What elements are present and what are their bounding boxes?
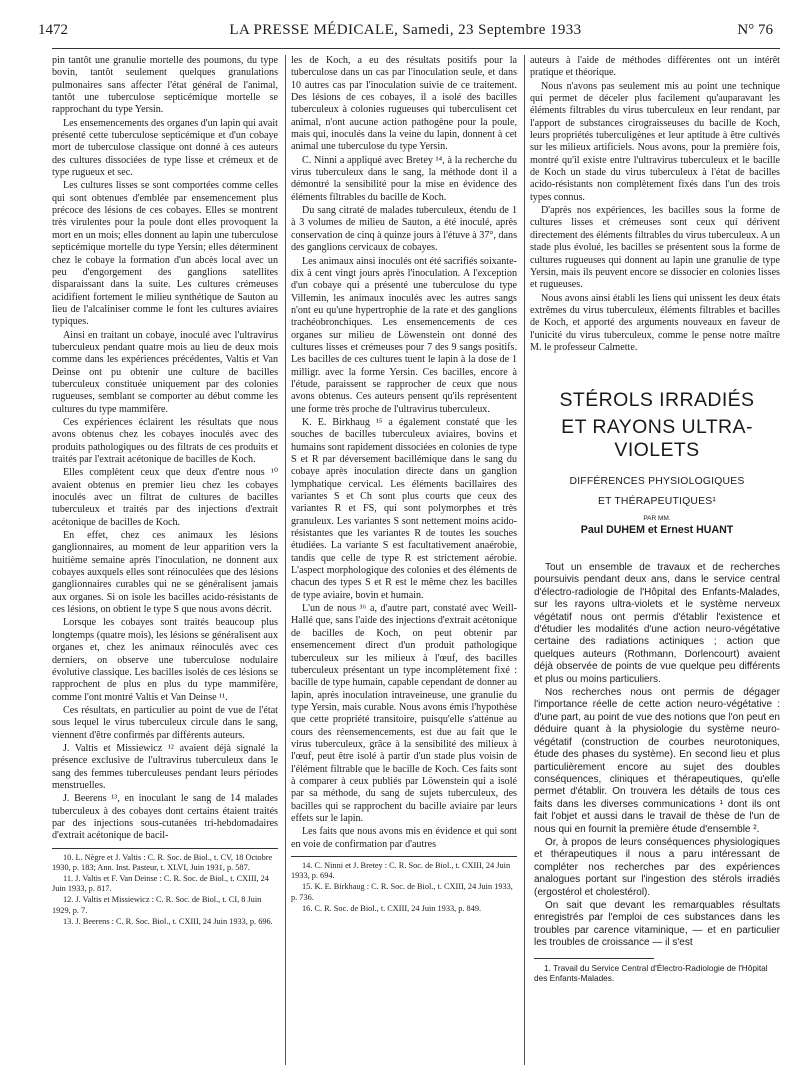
page-header [38, 22, 773, 44]
paragraph: Nous n'avons pas seulement mis au point une technique qui permet de déceler plus facilement qu'auparavant les éléments filtrables du virus tuberculeux en leur rendant, par l'apport de substances cirograisseuses du bacille de Koch, leurs propriétés tuberculigènes et leur aptitude à être cultivés sur les milieux artificiels. Nous avons, pour la première fois, montré qu'il existe entre l'ultravirus tuberculeux et le bacille de Koch un stade du virus tuberculeux à l'état de bacilles acido-résistants non complètement fixés dans l'un des trois types connus. [530, 80, 780, 203]
paragraph: Nous avons ainsi établi les liens qui unissent les deux états extrêmes du virus tuberculeux, éléments filtrables et bacilles de Koch, et apporté des arguments nouveaux en faveur de l'unicité du virus tuberculeux, comme le pense notre maître M. le professeur Calmette. [530, 292, 780, 353]
new-article [534, 385, 780, 983]
footnote: 1. Travail du Service Central d'Électro-Radiologie de l'Hôpital des Enfants-Malades. [534, 962, 768, 983]
issue-number: N° 76 [737, 22, 773, 38]
paragraph: On sait que devant les remarquables résultats enregistrés par l'emploi de ces substances dans les troubles par carence vitaminique, — et en particulier les troubles de croissance — il s'est [534, 899, 780, 949]
footnote: 13. J. Beerens : C. R. Soc. Biol., t. CXIII, 24 Juin 1933, p. 696. [63, 916, 273, 926]
article-authors: Paul DUHEM et Ernest HUANT [580, 524, 734, 536]
footnote-rule [534, 958, 654, 959]
footnote: 10. L. Nègre et J. Valtis : C. R. Soc. de Biol., t. CV, 18 Octobre 1930, p. 183; Ann. Inst. Pasteur, t. XLVI, Juin 1931, p. 587. [52, 852, 273, 872]
footnote-rule [52, 848, 278, 849]
paragraph: Or, à propos de leurs conséquences physiologiques et thérapeutiques il nous a paru intéressant de compléter nos recherches par des expériences analogues portant sur l'ingestion des stérols irradiés (ergostérol et cholestérol). [534, 836, 780, 898]
article-title: ET RAYONS ULTRA-VIOLETS [561, 416, 753, 461]
article-title: STÉROLS IRRADIÉS [559, 389, 755, 411]
paragraph: Les ensemencements des organes d'un lapin qui avait présenté cette tuberculose septicémique et d'un cobaye mort de tuberculose classique ont donné à ces auteurs des cultures dissociées de type lisse et crémeux et de type rugueux et sec. [52, 117, 278, 179]
column-divider [285, 55, 286, 1065]
paragraph: C. Ninni a appliqué avec Bretey ¹⁴, à la recherche du virus tuberculeux dans le sang, la méthode dont il a démontré la sensibilité pour la mise en évidence des éléments filtrables du bacille de Koch. [291, 154, 517, 203]
paragraph: Tout un ensemble de travaux et de recherches poursuivis pendant deux ans, dans le service central d'électro-radiologie de l'Hôpital des Enfants-Malades, sur les rayons ultra-violets et le système nerveux végétatif nous ont permis d'établir l'existence et d'étudier les modalités d'une action neuro-végétative certaine des radiations actiniques ; action que quelques auteurs (Rothmann, Dorlencourt) avaient déjà observée de points de vue quelque peu différents et plus ou moins particuliers. [534, 562, 780, 685]
article-subtitle [534, 472, 780, 512]
paragraph: les de Koch, a eu des résultats positifs pour la tuberculose dans un cas par l'inoculation seule, et dans 10 autres cas par l'inoculation suivie de ce traitement. Des lésions de ces cobayes, il a isolé des bacilles tuberculeux à colonies rugueuses qui tuberculisent cet animal, n'ont aucune action pathogène pour la poule, mais qui, inoculés dans la veine du lapin, donnent à cet animal une tuberculose du type Yersin. [291, 55, 517, 153]
paragraph: Nos recherches nous ont permis de dégager l'importance réelle de cette action neuro-végétative : d'une part, au point de vue des notions que l'on peut en déduire quant à la physiologie du système neuro-végétatif (construction de courbes neurotoniques, étude des phases du système). En second lieu et plus particulièrement encore au sujet des doubles conséquences, cliniques et thérapeutiques, qu'elle permet d'établir. On trouvera les détails de tous ces faits dans les diverses communications ¹ dont ils ont fait l'objet et aussi dans le travail de thèse de l'un de nous qui en fournit la première étude d'ensemble ². [534, 687, 780, 835]
paragraph: Les faits que nous avons mis en évidence et qui sont en voie de confirmation par d'autres [291, 826, 517, 850]
paragraph: auteurs à l'aide de méthodes différentes ont un intérêt pratique et théorique. [530, 55, 780, 79]
paragraph: pin tantôt une granulie mortelle des poumons, du type bovin, tantôt seulement quelques granulations pulmonaires sans affecter l'état général de l'animal, tantôt une tuberculose septicémique mortelle se rapprochant du type Yersin. [52, 55, 278, 116]
paragraph: Ces résultats, en particulier au point de vue de l'état sous lequel le virus tuberculeux circule dans le sang, viennent d'être confirmés par différents auteurs. [52, 704, 278, 741]
paragraph: En effet, chez ces animaux les lésions ganglionnaires, au moment de leur apparition vers la huitième semaine après l'inoculation, ne donnent aux cobayes auxquels elles sont réinoculées que des lésions ganglionnaires curables qui ne se généralisent jamais aux organes. Si on isole les bacilles acido-résistants de ces lésions, on obtient le type S que nous avons décrit. [52, 530, 278, 616]
article-body [534, 562, 780, 950]
paragraph: Du sang citraté de malades tuberculeux, étendu de 1 à 3 volumes de milieu de Sauton, a été inoculé, après conservation de cinq à quinze jours à l'étuve à 37°, dans des ganglions cervicaux de cobayes. [291, 205, 517, 254]
paragraph: Ainsi en traitant un cobaye, inoculé avec l'ultravirus tuberculeux pendant quatre mois au lieu de deux mois comme dans les expériences précédentes, Valtis et Van Deinse ont pu obtenir une culture de bacilles tuberculeux constituée uniquement par des colonies rugueuses, semblant se comporter au début comme les cultures du type mammifère. [52, 329, 278, 415]
paragraph: Les cultures lisses se sont comportées comme celles qui sont obtenues d'emblée par ensemencement plus précoce des lésions de ces cobayes. Elles se montrent très virulentes pour la poule dont elles provoquent la mort en un mois; elles donnent au lapin une tuberculose septicémique mortelle du type Yersin; elles déterminent chez le cobaye la formation d'un abcès local avec un peu d'engorgement des ganglions satellites disparaissant dans la suite. Les cultures crémeuses acidifient fortement le milieu synthétique de Sauton au lieu de l'alcaliniser comme le font les cultures aviaires typiques. [52, 180, 278, 328]
column-3 [530, 55, 780, 355]
footnote: 12. J. Valtis et Missiewicz : C. R. Soc. de Biol., t. CI, 8 Juin 1929, p. 7. [52, 895, 262, 915]
paragraph: J. Beerens ¹³, en inoculant le sang de 14 malades tuberculeux à des cobayes dont certains étaient traités par des injections sous-cutanées tri-hebdomadaires d'extrait acétonique de bacil- [52, 793, 278, 842]
paragraph: Elles complètent ceux que deux d'entre nous ¹⁰ avaient obtenus en premier lieu chez les cobayes inoculés avec un filtrat de cultures de bacilles tuberculeux et traités par des injections d'extrait acétonique de bacilles de Koch. [52, 467, 278, 528]
subtitle-line: DIFFÉRENCES PHYSIOLOGIQUES [569, 476, 745, 487]
paragraph: K. E. Birkhaug ¹⁵ a également constaté que les souches de bacilles tuberculeux aviaires, bovins et humains sont rapidement dissociées en colonies de type S et R par déversement bacillémique dans le sang du cobaye après inoculation directe dans un ganglion lymphatique cervical. Les éléments bacillaires des variantes S et Ch sont plus courts que ceux des variantes R et FS, qui sont polymorphes et très granuleux. Les variantes S sont nettement moins acido-résistantes que les variantes R de toutes les souches étudiées. La variante S est facultativement anaérobie, tandis que celle de type R est strictement aérobie. L'aspect morphologique des colonies et des éléments de chacun des types S et R est le même chez les bacilles de type aviaire, bovin et humain. [291, 416, 517, 601]
column-1 [52, 55, 278, 928]
paragraph: L'un de nous ¹⁶ a, d'autre part, constaté avec Weill-Hallé que, sans l'aide des injections d'extrait acétonique de bacilles de Koch, on peut obtenir par ensemencement direct d'un produit pathologique tuberculeux sur les milieux à l'œuf, des bacilles tuberculeux présentant un type incomplètement fixé : bacille de type humain, capable cependant de donner au lapin, après inoculation intraveineuse, une granulie du type Yersin, mais curable. Nous avons émis l'hypothèse que cette propriété transitoire, puisqu'elle s'atténue au cours des réensemencements, est due au fait que le virus tuberculeux, grâce à la sensibilité des milieux à l'œuf, peut être isolé à partir d'un stade plus voisin de l'élément filtrable que le bacille de Koch. Ces faits sont à comparer à ceux publiés par Löwenstein qui a isolé par sa méthode, du sang de sujets tuberculeux, des bacilles qui se rapprochent du bacille aviaire par leurs effets sur le lapin. [291, 603, 517, 824]
header-rule [52, 48, 780, 49]
byline-prefix: PAR MM. [643, 515, 671, 522]
column-2 [291, 55, 517, 915]
paragraph: Ces expériences éclairent les résultats que nous avons obtenus chez les cobayes inoculés avec des produits pathologiques ou des filtrats de ces produits et traités par l'extrait acétonique de bacilles de Koch. [52, 416, 278, 465]
footnote: 11. J. Valtis et F. Van Deinse : C. R. Soc. de Biol., t. CXIII, 24 Juin 1933, p. 817. [52, 874, 269, 894]
journal-title: LA PRESSE MÉDICALE, Samedi, 23 Septembre 1933 [229, 22, 582, 38]
paragraph: D'après nos expériences, les bacilles sous la forme de cultures lisses et crémeuses sont ceux qui dérivent directement des éléments filtrables du virus tuberculeux. A un stade plus évolué, les bacilles se présentent sous la forme de cultures rugueuses qui donnent au lapin une granulie de type Yersin, mais ils peuvent encore se dissocier en colonies lisses et rugueuses. [530, 205, 780, 291]
subtitle-line: ET THÉRAPEUTIQUES¹ [597, 496, 717, 507]
page-number: 1472 [38, 22, 68, 38]
footnote: 16. C. R. Soc. de Biol., t. CXIII, 24 Juin 1933, p. 849. [302, 903, 482, 913]
paragraph: Les animaux ainsi inoculés ont été sacrifiés soixante-dix à cent vingt jours après l'inoculation. A l'exception d'un cobaye qui a présenté une tuberculose du type Villemin, les animaux inoculés avec les autres sangs n'ont eu qu'une hypertrophie de la rate et des ganglions trachéobronchiques. Les ensemencements de ces organes sur milieu de Löwenstein ont donné des cultures lisses et crémeuses pour 7 des 9 sangs positifs. Les bacilles de ces cultures tuent le lapin à la dose de 1 milligr. avec la forme Yersin. Ces bacilles, encore à l'étude, paraissent se rapprocher de ceux que nous avons obtenus. Ces auteurs pensent qu'ils représentent une forme très proche de l'ultravirus tuberculeux. [291, 255, 517, 415]
footnote: 15. K. E. Birkhaug : C. R. Soc. de Biol., t. CXIII, 24 Juin 1933, p. 736. [291, 882, 513, 902]
footnote-rule [291, 856, 517, 857]
paragraph: J. Valtis et Missiewicz ¹² avaient déjà signalé la présence exclusive de l'ultravirus tuberculeux dans le sang des femmes tuberculeuses pendant leurs périodes menstruelles. [52, 742, 278, 791]
paragraph: Lorsque les cobayes sont traités beaucoup plus longtemps (quatre mois), les lésions se généralisent aux organes et, chez les animaux réinoculés avec ces derniers, on observe une tuberculose nodulaire évolutive classique. Les bacilles isolés de ces lésions se rapprochent de plus en plus du type mammifère, comme l'ont montré Valtis et Van Deinse ¹¹. [52, 617, 278, 703]
footnote: 14. C. Ninni et J. Bretey : C. R. Soc. de Biol., t. CXIII, 24 Juin 1933, p. 694. [291, 861, 511, 881]
column-divider [524, 55, 525, 1065]
